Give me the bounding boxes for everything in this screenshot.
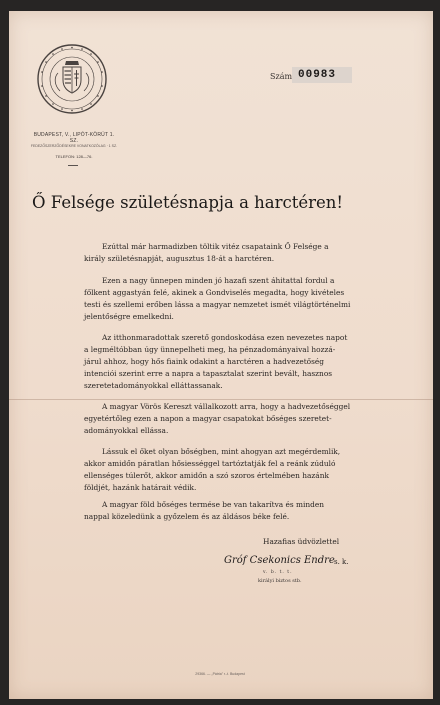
body-line: nappal közeledünk a győzelem és az áldásos béke felé.: [84, 512, 290, 521]
body-line: Ezen a nagy ünnepen minden jó hazafi szent áhitattal fordul a: [102, 276, 335, 285]
signature-role: királyi biztos stb.: [258, 578, 302, 584]
body-line: főlkent aggastyán felé, akinek a Gondviselés megadta, hogy kivételes: [84, 288, 345, 297]
body-line: a legméltóbban úgy ünnepelheti meg, ha pénzadományaival hozzá-: [84, 345, 336, 354]
signature-title-abbr: v. b. t. t.: [263, 570, 293, 575]
body-line: akkor amidőn páratlan hősiességgel tartóztatják fel a reánk zúduló: [84, 459, 336, 468]
body-line: földjét, hazánk határait védik.: [84, 483, 197, 492]
body-line: szeretetadományokkal elláttassanak.: [84, 381, 223, 390]
body-line: A magyar Vörös Kereszt vállalkozott arra, hogy a hadvezetőséggel: [102, 402, 351, 411]
printer-footer: 29366. — „Pátria" r.-t. Budapest: [195, 672, 245, 676]
signature-suffix: s. k.: [334, 558, 349, 566]
body-line: ellenséges túlerőt, akkor amidőn a szó szoros értelmében hazánk: [84, 471, 329, 480]
body-line: járul ahhoz, hogy hős fiaink odakint a harctéren a hadvezetőség: [84, 357, 325, 366]
office-note: FEDEZŐSZERZŐDÉSEKRE VONATKOZÓLAG · 1 SZ.: [30, 144, 118, 148]
body-line: király születésnapját, augusztus 18-át a harctéren.: [84, 254, 275, 263]
body-line: intenciói szerint erre a napra a tapasztalat szerint bevált, hasznos: [84, 369, 333, 378]
body-line: testi és szellemi erőben lássa a magyar nemzetet ismét világtörténelmi: [84, 300, 351, 309]
body-line: Ezúttal már harmadizben töltik vitéz csapataink Ő Felsége a: [102, 242, 329, 251]
document-number: 00983: [298, 69, 337, 81]
page-title: Ő Felsége születésnapja a harctéren!: [32, 193, 344, 212]
office-address: BUDAPEST, V., LIPÓT-KÖRÚT 1. SZ.: [33, 132, 115, 144]
body-line: egyetértőleg ezen a napon a magyar csapatokat bőséges szeretet-: [84, 414, 332, 423]
paper-fold-line: [9, 399, 433, 400]
body-line: jelentőségre emelkedni.: [84, 312, 174, 321]
coat-of-arms-seal-icon: [36, 43, 108, 115]
signature-name: Gróf Csekonics Endre: [224, 555, 335, 566]
office-phone: TELEFON: 128—76.: [55, 154, 93, 159]
body-line: Lássuk el őket olyan bőségben, mint ahogyan azt megérdemlik,: [102, 447, 341, 456]
address-divider: [68, 165, 78, 166]
greeting: Hazafias üdvözlettel: [263, 537, 340, 546]
number-label: Szám: [270, 72, 293, 81]
body-line: A magyar föld bőséges termése be van takarítva és minden: [102, 500, 325, 509]
body-line: adományokkal ellássa.: [84, 426, 169, 435]
body-line: Az itthonmaradottak szerető gondoskodása ezen nevezetes napot: [102, 333, 348, 342]
